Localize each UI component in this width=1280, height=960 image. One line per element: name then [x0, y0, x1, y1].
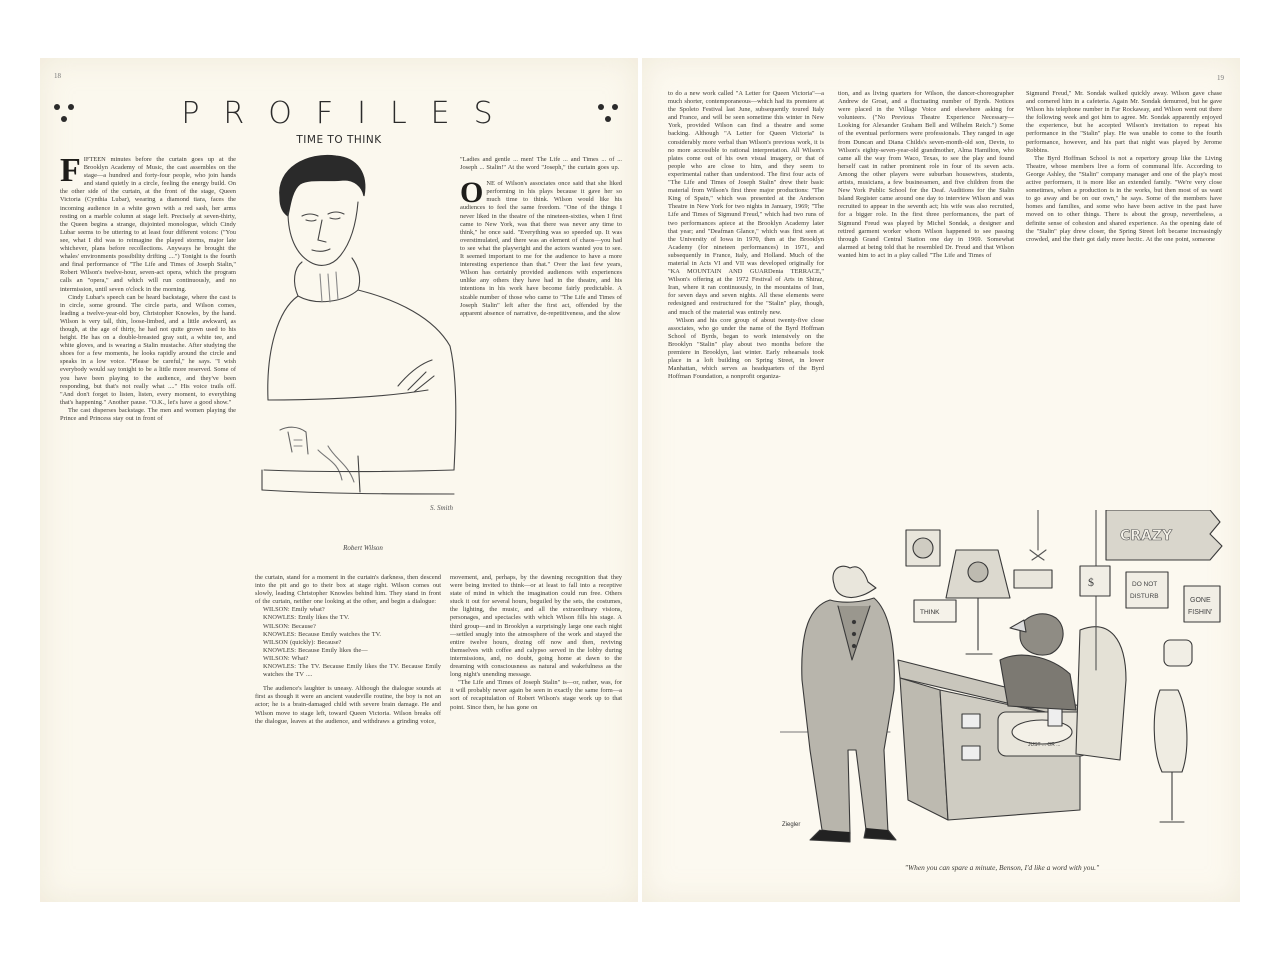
paragraph: Cindy Lubar's speech can be heard backstage, where the cast is in circle, some ground. The circle parts, and Wilson comes, leading a twelve-year-old boy, Christopher Knowles, by the hand. Wilson is very tall, thin, loose-limbed, and a little awkward, as though, at the age of thirty, he had not quite grown used to his height. He has on a double-breasted gray suit, a white tee, and white gloves, and is wearing a Stalin mustache. After studying the shoes for a few moments, he looks rapidly around the circle and speaks in a low voice. "Please be careful," he says. "I wish everybody would say tonight to be a little more reserved. Some of you have been playing to the audience, and they've been responding, but that's not really what ...." His voice trails off. "And don't forget to listen, listen, every moment, to everything that's happening." Another pause. "O.K., let's have a good show." [60, 293, 236, 406]
section-masthead [52, 93, 622, 133]
crazy-banner-text: CRAZY [1120, 528, 1173, 544]
dialogue-line: WILSON: Emily what? [263, 606, 325, 614]
right-magazine-page [642, 58, 1240, 902]
dialogue-line: WILSON: Because? [263, 622, 316, 630]
paragraph: to do a new work called "A Letter for Queen Victoria"—a much shorter, contemporaneous—which had its premiere at the Spoleto Festival last June, subsequently toured Italy and France, and will be seen sometime this winter in New York, provided Wilson can find a theatre and some backing. Although "A Letter for Queen Victoria" is considerably more verbal than Wilson's previous work, it is no more accessible to rational interpretation. All Wilson's plates come out of his own visual imagery, or that of people who are close to him, and they seem to experimental rather than understood. The first four acts of "The Life and Times of Joseph Stalin" drew their basic material from Wilson's first three major productions: "The King of Spain," which was presented at the Anderson Theatre in New York for two nights in January, 1969; "The Life and Times of Sigmund Freud," which had two runs of two performances apiece at the Brooklyn Academy later that year; and "Deafman Glance," which was first seen at the University of Iowa in 1970, then at the Brooklyn Academy (for nineteen performances) in 1971, and subsequently in France, Italy, and Holland. Much of the material in Acts VI and VII was developed originally for "KA MOUNTAIN AND GUARDenia TERRACE," Wilson's offering at the 1972 Festival of Arts in Shiraz, Iran, where it ran continuously, in the mountains of Iran, for seven days and seven nights. All these elements were redesigned and restructured for the "Stalin" play, though, and much of the material was entirely new. [668, 90, 824, 316]
svg-text:DISTURB: DISTURB [1130, 593, 1159, 600]
article-headline: TIME TO THINK [296, 134, 382, 146]
gone-fishin-sign: GONE [1190, 597, 1211, 604]
text-column-3-bottom [450, 574, 622, 896]
dot-ornament-icon [596, 100, 622, 126]
dialogue-line: WILSON (quickly): Because? [263, 638, 342, 646]
svg-text:FISHIN': FISHIN' [1188, 609, 1213, 616]
text-column-3 [1026, 90, 1222, 502]
text-column-2 [838, 90, 1014, 502]
drop-cap: F [60, 156, 81, 189]
text-column-1 [60, 156, 236, 896]
dialogue-line: KNOWLES: Because Emily likes the— [263, 646, 368, 654]
cartoon-illustration [780, 510, 1232, 860]
svg-text:$: $ [1088, 575, 1094, 589]
text-column-3-top [460, 156, 622, 571]
illustration-caption: Robert Wilson [343, 544, 383, 552]
dialogue-line: KNOWLES: Because Emily watches the TV. [263, 630, 381, 638]
paragraph: the curtain, stand for a moment in the curtain's darkness, then descend into the pit and go to their box at stage right. Wilson comes out slowly, leading Christopher Knowles behind him. They stand in front of the curtain, neither one looking at the other, and begin a dialogue: [255, 574, 441, 606]
drop-cap: O [460, 176, 484, 210]
dot-ornament-icon [52, 100, 78, 126]
cartoonist-signature: Ziegler [782, 822, 801, 828]
dialogue-block [255, 606, 441, 679]
paragraph: "The Life and Times of Joseph Stalin" is—or, rather, was, for it will probably never again be seen in exactly the same form—a sort of recapitulation of Robert Wilson's stage work up to that point. Since then, he has gone on [450, 679, 622, 711]
paragraph: ONE of Wilson's associates once said that she liked performing in his plays because it gave her so much time to think. Wilson would like his audiences to feel the same freedom. "One of the things I never liked in the theatre of the nineteen-sixties, when I first came to New York, was that there was never any time to think," he once said. "Everything was so speeded up. It was overstimulated, and there was an element of chaos—you had to see what the playwright and the actors wanted you to see. It seemed important to me for the audience to have a more interesting experience than that." Over the last few years, Wilson has certainly provided audiences with experiences unlike any others they have had in the theatre, and his intentions in his work have become fairly predictable. A sizable number of those who came to "The Life and Times of Joseph Stalin" left after the first act, offended by the apparent absence of narrative, de-repetitiveness, and the slow [460, 176, 622, 317]
paragraph: Wilson and his core group of about twenty-five close associates, who go under the name of the Byrd Hoffman School of Byrds, began to work intensively on the Brooklyn "Stalin" play about two months before the premiere in Brooklyn, last winter. Early rehearsals took place in a loft building on Spring Street, in lower Manhattan, which serves as headquarters of the Byrd Hoffman Foundation, a nonprofit organiza- [668, 316, 824, 381]
desk-plaque-text: JUST ... OR ... [1028, 742, 1061, 748]
paragraph: movement, and, perhaps, by the dawning recognition that they were being invited to think—or at least to fall into a receptive state of mind in which the imagination could run free. Others stuck it out for several hours, beguiled by the sets, the costumes, the lighting, the music, and all the extraordinary visions, personages, and spectacles with which Wilson fills his stage. A third group—and in Brooklyn a surprisingly large one each night—settled snugly into the atmosphere of the work and stayed the entire twelve hours, dozing off now and then, reviving themselves with coffee and calypso served in the lobby during intermissions, and, no doubt, going home at dawn to the dreaming with consciousness as natural and wakefulness as the long night's unending message. [450, 574, 622, 679]
text-column-2 [255, 574, 441, 896]
paragraph: Sigmund Freud," Mr. Sondak walked quickly away. Wilson gave chase and cornered him in a cafeteria. Again Mr. Sondak demurred, but he gave Wilson his telephone number in Far Rockaway, and Wilson went out there the following week and got him to agree. Mr. Sondak apparently enjoyed the experience, but he accepted Wilson's invitation to repeat his performance in the "Stalin" play. He was unable to come to the fourth performance, however, and his part that night was played by Jerome Robbins. [1026, 90, 1222, 154]
paragraph: "Ladies and gentle ... men! The Life ... and Times ... of ... Joseph ... Stalin!" At the word "Joseph," the curtain goes up. [460, 156, 622, 172]
portrait-illustration [258, 150, 468, 540]
cartoon-caption: "When you can spare a minute, Benson, I'd like a word with you." [904, 863, 1100, 872]
paragraph: tion, and as living quarters for Wilson, the dancer-choreographer Andrew de Groat, and a fluctuating number of Byrds. Notices were placed in the Village Voice and elsewhere asking for volunteers. ("No Previous Theatre Experience Necessary—Looking for Alexander Graham Bell and Wilhelm Reich.") Some of the eventual performers were professionals. They ranged in age from Duncan and Diana Childs's seven-month-old son, Devin, to Wilson's eighty-seven-year-old grandmother, Alma Hamilton, who came all the way from Waco, Texas, to see the play and found herself cast in rather prominent role in four of its seven acts. Among the other players were suburban housewives, students, artists, musicians, a few businessmen, and five children from the New York Public School for the Deaf. Auditions for the Stalin Island Register came around one day to interview Wilson and was recruited to appear in the seventh act; his wife was also recruited, for a bigger role. In the first three performances, the part of Sigmund Freud was played by Michel Sondak, a designer and retired garment worker whom Wilson happened to see passing through Grand Central Station one day in 1969. Somewhat alarmed at being told that he resembled Dr. Freud and that Wilson wanted him to act in a play called "The Life and Times of [838, 90, 1014, 259]
section-title: PROFILES [181, 95, 517, 131]
paragraph: The Byrd Hoffman School is not a repertory group like the Living Theatre, whose members live a form of communal life. According to George Ashley, the "Stalin" company manager and one of the play's most active performers, it is more like an extended family. "We're very close sometimes, when a production is in the works, but then most of us want to go away and be on our own," he says. Some of the members have homes and families, and some who have been active in the past have moved on to other things. There is about the group, nevertheless, a definite sense of cohesion and shared experience. As the opening date of the "Stalin" play drew closer, the Spring Street loft became increasingly crowded, and the their got daily more hectic. At the one point, someone [1026, 154, 1222, 243]
artist-signature: S. Smith [430, 504, 453, 512]
dialogue-line: KNOWLES: Emily likes the TV. [263, 614, 350, 622]
page-number: 19 [1217, 74, 1224, 82]
dialogue-line: KNOWLES: The TV. Because Emily likes the TV. Because Emily watches the TV .... [263, 663, 441, 679]
paragraph: FIFTEEN minutes before the curtain goes up at the Brooklyn Academy of Music, the cast assembles on the stage—a hundred and forty-four people, who join hands and stand quietly in a circle, feeling the energy build. On the other side of the curtain, at the front of the stage, Queen Victoria (Cynthia Lubar), wearing a diamond tiara, faces the incoming audience in a white gown with a red sash, her arms resting on a marble column at stage left. Precisely at seven-thirty, the Queen begins a strange, disjointed monologue, which Cindy Lubar seems to be uttering to at least four different voices: ("You see, what I did was to reimagine the played storms, major late whichever, plans before recollections. Anyways he brought the whales' environments possibility drifting ....") Tonight is the fourth and final performance of "The Life and Times of Joseph Stalin," Robert Wilson's twelve-hour, seven-act opera, which the program calls an "opera," and which will run continuously, and no intermission, until seven o'clock in the morning. [60, 156, 236, 293]
dialogue-line: WILSON: What? [263, 654, 309, 662]
paragraph: The cast disperses backstage. The men and women playing the Prince and Princess stay out in front of [60, 406, 236, 422]
think-sign-text: THINK [920, 609, 940, 616]
do-not-disturb-sign: DO NOT [1132, 581, 1158, 588]
left-magazine-page [40, 58, 638, 902]
page-number: 18 [54, 72, 61, 80]
paragraph: The audience's laughter is uneasy. Although the dialogue sounds at first as though it were an ancient vaudeville routine, the boy is not an actor; he is a brain-damaged child with severe brain damage. He and Wilson move to stage left, toward Queen Victoria. Wilson breaks off the dialogue, leaves at the audience, and withdraws a grinding voice, [255, 685, 441, 725]
